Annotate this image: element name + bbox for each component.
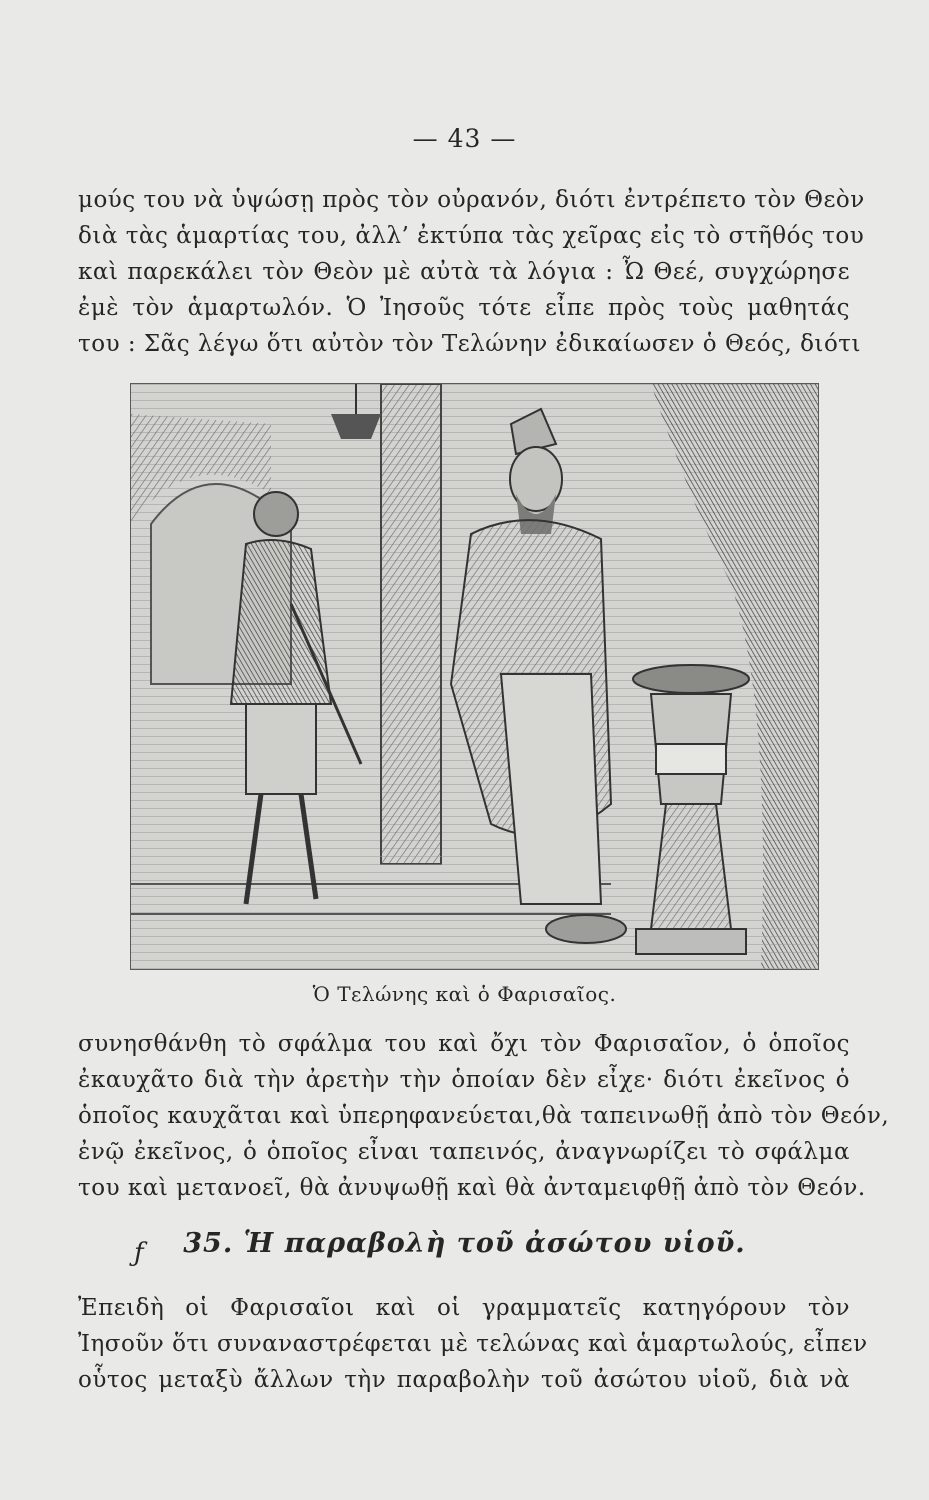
text-line: καὶ παρεκάλει τὸν Θεὸν μὲ αὐτὰ τὰ λόγια : Ὦ Θεέ, συγχώρησε [78,259,850,285]
engraving-illustration [130,383,819,970]
section-heading: 35. Ἡ παραβολὴ τοῦ ἀσώτου υἱοῦ. [183,1228,746,1259]
text-line: οὗτος μεταξὺ ἄλλων τὴν παραβολὴν τοῦ ἀσώτου υἱοῦ, διὰ νὰ [78,1367,850,1393]
text-line: του καὶ μετανοεῖ, θὰ ἀνυψωθῇ καὶ θὰ ἀνταμειφθῇ ἀπὸ τὸν Θεόν. [78,1175,866,1201]
paragraph-bottom [78,1290,868,1398]
text-line: μούς του νὰ ὑψώσῃ πρὸς τὸν οὐρανόν, διότι ἐντρέπετο τὸν Θεὸν [78,187,865,213]
text-line: ἐκαυχᾶτο διὰ τὴν ἀρετὴν τὴν ὁποίαν δὲν εἶχε· διότι ἐκεῖνος ὁ [78,1067,850,1093]
text-line: Ἐπειδὴ οἱ Φαρισαῖοι καὶ οἱ γραμματεῖς κατηγόρουν τὸν [78,1295,850,1321]
margin-mark: ƒ [134,1238,144,1268]
text-line: ὁποῖος καυχᾶται καὶ ὑπερηφανεύεται,θὰ ταπεινωθῇ ἀπὸ τὸν Θεόν, [78,1103,890,1129]
text-line: ἐμὲ τὸν ἁμαρτωλόν. Ὁ Ἰησοῦς τότε εἶπε πρὸς τοὺς μαθητάς [78,295,850,321]
illustration-caption: Ὁ Τελώνης καὶ ὁ Φαρισαῖος. [312,982,617,1006]
text-line: του : Σᾶς λέγω ὅτι αὐτὸν τὸν Τελώνην ἐδικαίωσεν ὁ Θεός, διότι [78,331,862,357]
text-line: διὰ τὰς ἁμαρτίας του, ἀλλ’ ἐκτύπα τὰς χεῖρας εἰς τὸ στῆθός του [78,223,865,249]
paragraph-top [78,182,865,362]
text-line: συνησθάνθη τὸ σφάλμα του καὶ ὄχι τὸν Φαρισαῖον, ὁ ὁποῖος [78,1031,850,1057]
text-line: Ἰησοῦν ὅτι συναναστρέφεται μὲ τελώνας καὶ ἁμαρτωλούς, εἶπεν [78,1331,868,1357]
engraving-drawing [131,384,818,969]
paragraph-middle [78,1026,890,1206]
page-number: — 43 — [412,124,517,153]
text-line: ἐνῷ ἐκεῖνος, ὁ ὁποῖος εἶναι ταπεινός, ἀναγνωρίζει τὸ σφάλμα [78,1139,850,1165]
